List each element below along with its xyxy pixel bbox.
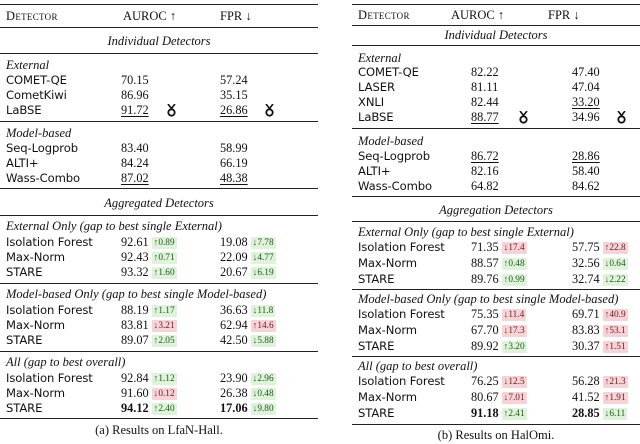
delta-badge: ↓17.4 — [503, 243, 525, 253]
table-row: STARE 93.32 ↑1.60 20.67 ↓6.19 — [6, 265, 274, 279]
delta-badge: ↑3.20 — [503, 342, 525, 352]
medal-icon — [264, 104, 275, 117]
delta-badge: ↑22.8 — [604, 243, 626, 253]
caption-a: (a) Results on LfaN-Hall. — [95, 423, 223, 437]
delta-badge: ↑1.91 — [604, 393, 626, 403]
table-row: STARE 89.07 ↑2.05 42.50 ↓5.88 — [6, 333, 274, 347]
delta-badge: ↑40.9 — [604, 310, 626, 320]
medal-icon — [616, 111, 627, 124]
external-label: External — [6, 58, 50, 72]
table-row: Max-Norm 92.43 ↑0.71 22.09 ↓4.77 — [6, 250, 274, 264]
table-row: LASER 81.11 47.04 — [358, 80, 600, 94]
table-row: Max-Norm 91.60 ↓0.12 26.38 ↓0.48 — [6, 386, 274, 400]
table-row: Max-Norm 83.81 ↓3.21 62.94 ↑14.6 — [6, 318, 274, 332]
delta-badge: ↑1.17 — [153, 306, 175, 316]
delta-badge: ↓2.22 — [604, 275, 626, 285]
delta-badge: ↓11.4 — [503, 310, 525, 320]
caption-b: (b) Results on HalOmi. — [437, 428, 555, 442]
delta-badge: ↑0.48 — [503, 259, 525, 269]
table-row: Isolation Forest 71.35 ↓17.4 57.75 ↑22.8 — [358, 240, 626, 254]
table-row: Isolation Forest 88.19 ↑1.17 36.63 ↓11.8 — [6, 303, 274, 317]
medal-icon — [518, 111, 529, 124]
delta-badge: ↑2.41 — [503, 409, 525, 419]
delta-badge: ↑1.12 — [153, 374, 175, 384]
group-label: External Only (gap to best single External) — [6, 219, 222, 233]
header-row — [352, 7, 640, 24]
model-based-label: Model-based — [358, 134, 424, 148]
delta-badge: ↓3.21 — [153, 321, 175, 331]
auroc-header: AUROC ↑ — [123, 9, 177, 23]
medal-icon — [166, 104, 177, 117]
delta-badge: ↓7.78 — [252, 238, 274, 248]
table-row: COMET-QE 70.15 57.24 — [6, 73, 248, 87]
section-individual-detectors: Individual Detectors — [107, 34, 211, 48]
delta-badge: ↑0.71 — [153, 253, 175, 263]
section-individual-detectors: Individual Detectors — [444, 28, 548, 42]
delta-badge: ↑1.51 — [604, 342, 626, 352]
delta-badge: ↓9.80 — [252, 404, 274, 414]
table-row: Max-Norm 80.67 ↓7.01 41.52 ↑1.91 — [358, 390, 626, 404]
table-row: ALTI+ 84.24 66.19 — [6, 156, 248, 170]
delta-badge: ↑21.3 — [604, 377, 626, 387]
group-label: All (gap to best overall) — [358, 359, 478, 373]
delta-badge: ↓6.11 — [604, 409, 626, 419]
table-row: STARE 89.92 ↑3.20 30.37 ↑1.51 — [358, 339, 626, 353]
group-label: Model-based Only (gap to best single Model-based) — [6, 287, 267, 301]
delta-badge: ↑14.6 — [252, 321, 274, 331]
fpr-header: FPR ↓ — [548, 8, 580, 22]
table-row: STARE 94.12 ↑2.40 17.06 ↓9.80 — [6, 401, 274, 415]
table-row: LaBSE 91.72 26.86 — [0, 102, 318, 119]
delta-badge: ↓4.77 — [252, 253, 274, 263]
delta-badge: ↓0.12 — [153, 389, 175, 399]
delta-badge: ↓5.88 — [252, 336, 274, 346]
table-row: STARE 89.76 ↑0.99 32.74 ↓2.22 — [358, 272, 626, 286]
top-rule — [0, 4, 318, 5]
table-row: Wass-Combo 87.02 48.38 — [6, 171, 248, 185]
table-row: ALTI+ 82.16 58.40 — [358, 164, 600, 178]
section-aggregation-detectors: Aggregation Detectors — [439, 203, 553, 217]
model-based-label: Model-based — [6, 126, 72, 140]
table-row: Isolation Forest 76.25 ↓12.5 56.28 ↑21.3 — [358, 374, 626, 388]
table-row: Isolation Forest 92.84 ↑1.12 23.90 ↓2.96 — [6, 371, 274, 385]
table-row: Wass-Combo 64.82 84.62 — [358, 179, 600, 193]
table-row: Seq-Logprob 86.72 28.86 — [358, 149, 600, 163]
detector-header: Detector — [358, 8, 410, 22]
section-aggregated-detectors: Aggregated Detectors — [104, 196, 214, 210]
delta-badge: ↑0.99 — [503, 275, 525, 285]
table-row: Isolation Forest 92.61 ↑0.89 19.08 ↓7.78 — [6, 235, 274, 249]
delta-badge: ↑1.60 — [153, 268, 175, 278]
delta-badge: ↓2.96 — [252, 374, 274, 384]
delta-badge: ↓12.5 — [503, 377, 525, 387]
delta-badge: ↓11.8 — [252, 306, 274, 316]
delta-badge: ↓0.48 — [252, 389, 274, 399]
group-label: Model-based Only (gap to best single Model-based) — [358, 292, 619, 306]
delta-badge: ↑2.05 — [153, 336, 175, 346]
group-label: External Only (gap to best single External) — [358, 225, 574, 239]
delta-badge: ↓7.01 — [503, 393, 525, 403]
external-label: External — [358, 51, 402, 65]
detector-header: Detector — [6, 9, 58, 23]
auroc-header: AUROC ↑ — [451, 8, 505, 22]
table-row: Isolation Forest 75.35 ↓11.4 69.71 ↑40.9 — [358, 307, 626, 321]
delta-badge: ↑0.89 — [153, 238, 175, 248]
table-row: Seq-Logprob 83.40 58.99 — [6, 141, 248, 155]
delta-badge: ↑53.1 — [604, 326, 626, 336]
table-row: Max-Norm 67.70 ↓17.3 83.83 ↑53.1 — [358, 323, 626, 337]
fpr-header: FPR ↓ — [220, 9, 252, 23]
delta-badge: ↓6.19 — [252, 268, 274, 278]
group-label: All (gap to best overall) — [6, 355, 126, 369]
header-row — [0, 8, 318, 25]
table-row: CometKiwi 86.96 35.15 — [6, 88, 248, 102]
delta-badge: ↓0.64 — [604, 259, 626, 269]
table-row: LaBSE 88.77 34.96 — [352, 109, 640, 126]
table-row: COMET-QE 82.22 47.40 — [358, 65, 600, 79]
table-row: STARE 91.18 ↑2.41 28.85 ↓6.11 — [358, 406, 626, 420]
delta-badge: ↑2.40 — [153, 404, 175, 414]
table-row: XNLI 82.44 33.20 — [358, 95, 600, 109]
delta-badge: ↓17.3 — [503, 326, 525, 336]
table-row: Max-Norm 88.57 ↑0.48 32.56 ↓0.64 — [358, 256, 626, 270]
